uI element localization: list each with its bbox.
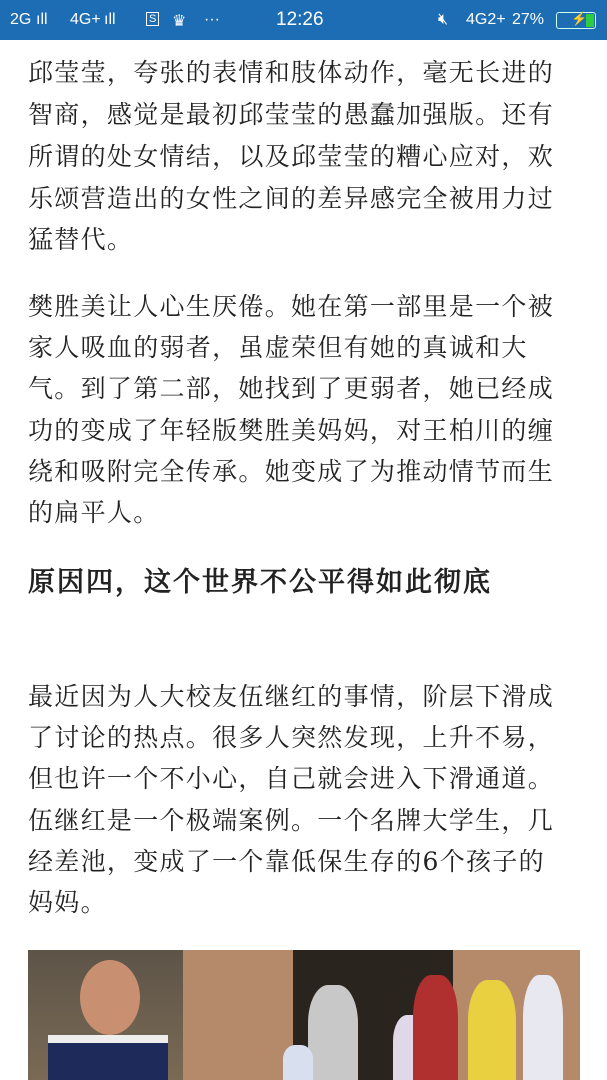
text-line: 的扁平人。 xyxy=(28,498,160,527)
text-line: 功的变成了年轻版樊胜美妈妈，对王柏川的缠 xyxy=(28,416,555,445)
text-line: 经差池，变成了一个靠低保生存的6个孩子的 xyxy=(28,847,545,876)
signal-icon: ıll xyxy=(36,11,48,28)
text-line: 乐颂营造出的女性之间的差异感完全被用力过 xyxy=(28,184,555,213)
battery-percent: 27% xyxy=(512,11,545,28)
network-4g: 4G+ xyxy=(70,11,101,28)
battery-icon: ⚡ xyxy=(556,12,596,29)
text-line: 绕和吸附完全传承。她变成了为推动情节而生 xyxy=(28,457,555,486)
text-line: 所谓的处女情结，以及邱莹莹的糟心应对，欢 xyxy=(28,142,555,171)
signal-icon: ıll xyxy=(104,11,116,28)
text-line: 妈妈。 xyxy=(28,888,107,917)
text-line: 最近因为人大校友伍继红的事情，阶层下滑成 xyxy=(28,682,555,711)
text-line: 家人吸血的弱者，虽虚荣但有她的真诚和大 xyxy=(28,333,528,362)
article-photo[interactable] xyxy=(28,950,580,1080)
text-line: 了讨论的热点。很多人突然发现，上升不易， xyxy=(28,723,555,752)
mute-icon: 🔇︎ xyxy=(438,11,449,28)
s-app-icon: S xyxy=(146,12,159,26)
text-line: 但也许一个不小心，自己就会进入下滑通道。 xyxy=(28,764,555,793)
data-network: 4G2+ xyxy=(466,11,506,28)
text-line: 猛替代。 xyxy=(28,225,134,254)
section-heading: 原因四，这个世界不公平得如此彻底 xyxy=(28,567,492,598)
status-bar xyxy=(0,0,607,40)
text-line: 伍继红是一个极端案例。一个名牌大学生，几 xyxy=(28,806,555,835)
text-line: 邱莹莹，夸张的表情和肢体动作，毫无长进的 xyxy=(28,58,555,87)
clock: 12:26 xyxy=(276,9,324,30)
text-line: 樊胜美让人心生厌倦。她在第一部里是一个被 xyxy=(28,292,555,321)
text-line: 气。到了第二部，她找到了更弱者，她已经成 xyxy=(28,374,555,403)
more-icon: ··· xyxy=(204,11,220,28)
text-line: 智商，感觉是最初邱莹莹的愚蠢加强版。还有 xyxy=(28,100,555,129)
network-2g: 2G xyxy=(10,11,32,28)
crown-icon: ♛ xyxy=(172,13,187,30)
